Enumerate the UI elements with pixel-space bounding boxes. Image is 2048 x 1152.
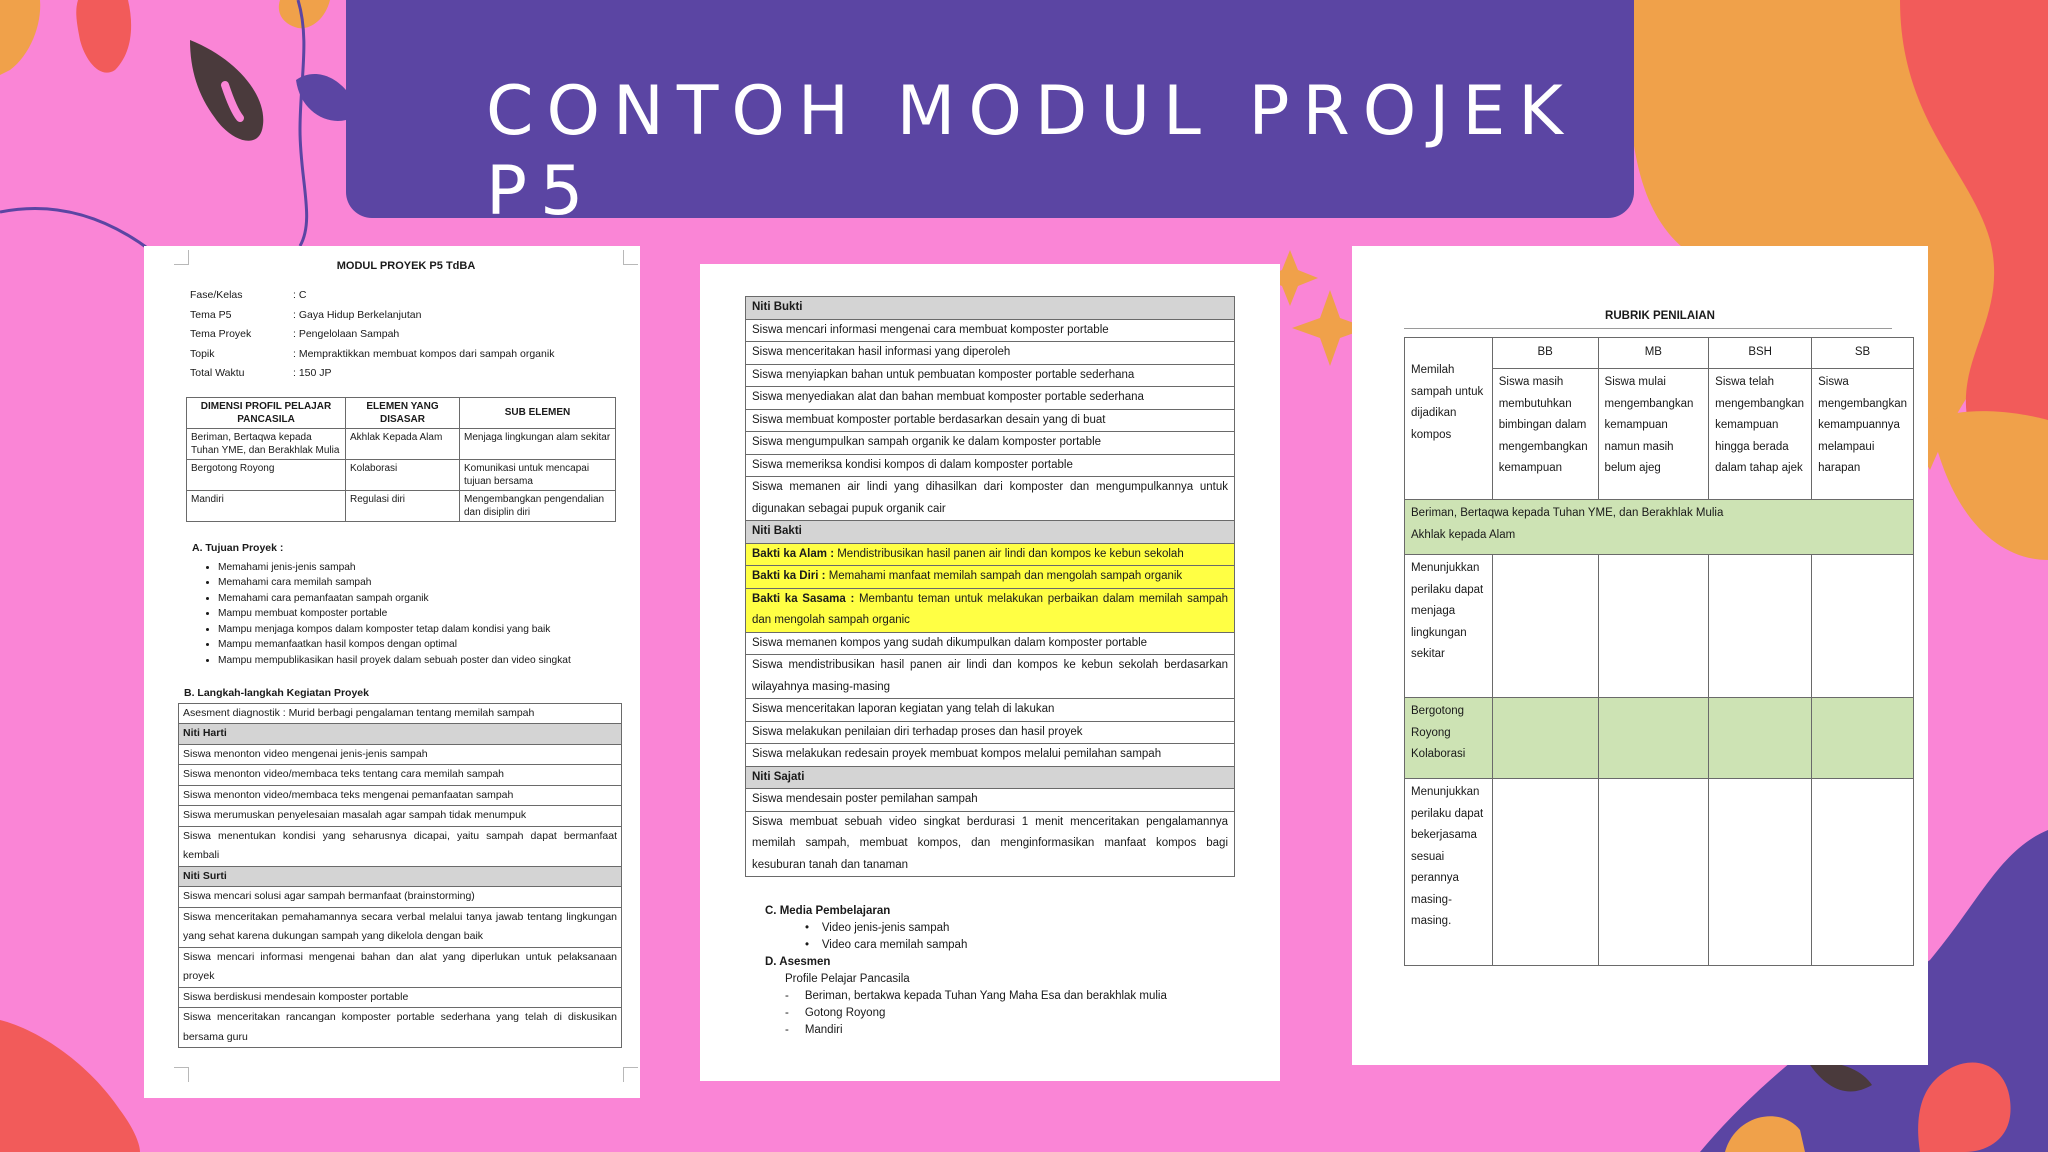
table-row xyxy=(746,588,1235,632)
highlighted-cell xyxy=(746,566,1235,589)
table-cell: Siswa menceritakan hasil informasi yang diperoleh xyxy=(746,342,1235,365)
table-row xyxy=(179,947,622,987)
table-row xyxy=(187,428,616,459)
table-cell: Siswa mengumpulkan sampah organik ke dalam komposter portable xyxy=(746,432,1235,455)
table-row xyxy=(179,907,622,947)
table-cell: Niti Harti xyxy=(179,724,622,745)
table-row xyxy=(746,409,1235,432)
rubric-header: MB xyxy=(1598,338,1709,369)
table-row xyxy=(746,477,1235,521)
rubric-page xyxy=(1352,246,1928,1065)
table-row xyxy=(746,721,1235,744)
table-row xyxy=(179,887,622,908)
table-row xyxy=(746,297,1235,320)
table-row xyxy=(746,766,1235,789)
cell-text: Mendistribusikan hasil panen air lindi dan kompos ke kebun sekolah xyxy=(834,547,1184,560)
table-cell: Menjaga lingkungan alam sekitar xyxy=(460,428,616,459)
table-cell: Siswa menonton video mengenai jenis-jenis sampah xyxy=(179,744,622,765)
table-cell: Siswa merumuskan penyelesaian masalah agar sampah tidak menumpuk xyxy=(179,806,622,827)
meta-value: : Gaya Hidup Berkelanjutan xyxy=(293,308,422,321)
list-item: • Memahami cara pemanfaatan sampah organik xyxy=(218,591,628,607)
rubric-cell xyxy=(1812,698,1914,779)
page-title: CONTOH MODUL PROJEK P5 xyxy=(486,72,1576,231)
rubric-table xyxy=(1404,337,1914,966)
table-header: ELEMEN YANG DISASAR xyxy=(346,397,460,428)
rubric-cell xyxy=(1492,555,1598,698)
meta-label: Tema Proyek xyxy=(190,328,252,340)
meta-value: : C xyxy=(293,289,307,301)
rubric-cell: Siswa telah mengembangkan kemampuan hingga berada dalam tahap ajek xyxy=(1709,369,1812,500)
crop-mark xyxy=(623,250,638,265)
table-row xyxy=(179,785,622,806)
list-item: - Mandiri xyxy=(785,1024,843,1036)
table-row xyxy=(1405,555,1914,698)
table-cell: Niti Bakti xyxy=(746,521,1235,544)
table-cell: Siswa memanen air lindi yang dihasilkan dari komposter dan mengumpulkannya untuk digunakan sebagai pupuk organik cair xyxy=(746,477,1235,521)
dimension-table xyxy=(186,397,616,522)
rubric-header: BB xyxy=(1492,338,1598,369)
table-row xyxy=(1405,698,1914,779)
table-cell: Asesment diagnostik : Murid berbagi pengalaman tentang memilah sampah xyxy=(179,703,622,724)
table-cell: Niti Bukti xyxy=(746,297,1235,320)
table-cell: Siswa menentukan kondisi yang seharusnya dicapai, yaitu sampah dapat bermanfaat kembali xyxy=(179,826,622,866)
highlighted-cell xyxy=(746,588,1235,632)
table-row xyxy=(179,826,622,866)
table-row xyxy=(179,806,622,827)
table-cell: Mandiri xyxy=(187,490,346,521)
table-row xyxy=(179,765,622,786)
table-row xyxy=(1405,779,1914,966)
dimension-band xyxy=(1405,500,1914,555)
table-row xyxy=(179,1008,622,1048)
media-section xyxy=(765,903,1280,1039)
table-row xyxy=(746,319,1235,342)
table-row xyxy=(179,724,622,745)
list-item: • Mampu membuat komposter portable xyxy=(218,606,628,622)
table-row xyxy=(746,454,1235,477)
table-cell: Siswa melakukan redesain proyek membuat kompos melalui pemilahan sampah xyxy=(746,744,1235,767)
module-meta xyxy=(190,286,628,384)
rubric-cell xyxy=(1598,698,1709,779)
table-cell: Siswa menonton video/membaca teks mengenai pemanfaatan sampah xyxy=(179,785,622,806)
list-item: • Mampu memanfaatkan hasil kompos dengan optimal xyxy=(218,637,628,653)
table-cell: Siswa mencari informasi mengenai cara membuat komposter portable xyxy=(746,319,1235,342)
table-cell: Siswa menonton video/membaca teks tentang cara memilah sampah xyxy=(179,765,622,786)
table-row xyxy=(746,432,1235,455)
highlighted-cell xyxy=(746,543,1235,566)
table-row xyxy=(179,866,622,887)
meta-label: Tema P5 xyxy=(190,308,232,321)
module-page-1 xyxy=(144,246,640,1098)
table-row xyxy=(179,987,622,1008)
orange-petal-top-left xyxy=(0,0,40,75)
table-row xyxy=(746,699,1235,722)
table-cell: Siswa membuat komposter portable berdasarkan desain yang di buat xyxy=(746,409,1235,432)
table-cell: Niti Surti xyxy=(179,866,622,887)
meta-label: Total Waktu xyxy=(190,367,245,379)
table-row xyxy=(746,364,1235,387)
section-heading: B. Langkah-langkah Kegiatan Proyek xyxy=(184,686,369,699)
table-cell: Siswa menyiapkan bahan untuk pembuatan komposter portable sederhana xyxy=(746,364,1235,387)
band-line: Akhlak kepada Alam xyxy=(1411,528,1516,541)
crop-mark xyxy=(174,1067,189,1082)
purple-leaf xyxy=(296,74,346,121)
table-row xyxy=(179,744,622,765)
rubric-cell: Siswa masih membutuhkan bimbingan dalam mengembangkan kemampuan xyxy=(1492,369,1598,500)
table-cell: Kolaborasi xyxy=(346,459,460,490)
list-item: • Memahami cara memilah sampah xyxy=(218,575,628,591)
rubric-criterion: Menunjukkan perilaku dapat menjaga lingkungan sekitar xyxy=(1405,555,1493,698)
meta-value: : Mempraktikkan membuat kompos dari sampah organik xyxy=(293,347,555,360)
table-cell: Siswa mencari informasi mengenai bahan dan alat yang diperlukan untuk pelaksanaan proyek xyxy=(179,947,622,987)
meta-label: Topik xyxy=(190,347,215,360)
table-cell: Beriman, Bertaqwa kepada Tuhan YME, dan Berakhlak Mulia xyxy=(187,428,346,459)
rubric-cell xyxy=(1598,555,1709,698)
band-line: Beriman, Bertaqwa kepada Tuhan YME, dan Berakhlak Mulia xyxy=(1411,507,1724,519)
list-item-text: Video jenis-jenis sampah xyxy=(821,922,950,934)
red-petal-top-left xyxy=(76,0,131,73)
divider xyxy=(1404,328,1892,329)
table-cell: Akhlak Kepada Alam xyxy=(346,428,460,459)
rubric-cell xyxy=(1598,779,1709,966)
list-item-text: Video cara memilah sampah xyxy=(821,939,968,951)
table-cell: Siswa mendesain poster pemilahan sampah xyxy=(746,789,1235,812)
list-item: - Gotong Royong xyxy=(785,1007,886,1019)
list-item: - Beriman, bertakwa kepada Tuhan Yang Maha Esa dan berakhlak mulia xyxy=(785,990,1167,1002)
table-header: SUB ELEMEN xyxy=(460,397,616,428)
red-blob-bottom-left xyxy=(0,1020,140,1152)
rubric-cell xyxy=(1709,779,1812,966)
table-cell: Siswa berdiskusi mendesain komposter portable xyxy=(179,987,622,1008)
table-row xyxy=(746,811,1235,877)
table-cell: Regulasi diri xyxy=(346,490,460,521)
table-row xyxy=(1405,338,1914,369)
table-row xyxy=(1405,500,1914,555)
table-cell: Niti Sajati xyxy=(746,766,1235,789)
asesmen-intro: Profile Pelajar Pancasila xyxy=(785,973,910,985)
orange-spot-top xyxy=(279,0,330,28)
list-item: • Video jenis-jenis sampah xyxy=(805,922,950,934)
table-cell: Siswa menyediakan alat dan bahan membuat komposter portable sederhana xyxy=(746,387,1235,410)
table-cell: Siswa menceritakan pemahamannya secara verbal melalui tanya jawab tentang lingkungan yang sehat karena dukungan sampah yang dikelola dengan baik xyxy=(179,907,622,947)
section-heading: D. Asesmen xyxy=(765,956,831,968)
orange-blob-mid-right xyxy=(1930,411,2048,560)
rubric-cell xyxy=(1812,779,1914,966)
goal-list xyxy=(184,560,628,669)
table-row xyxy=(746,789,1235,812)
rubric-cell: Siswa mengembangkan kemampuannya melampaui harapan xyxy=(1812,369,1914,500)
table-row xyxy=(746,387,1235,410)
table-row xyxy=(746,632,1235,655)
rubric-title: RUBRIK PENILAIAN xyxy=(1605,310,1715,322)
table-row xyxy=(746,655,1235,699)
steps-table-continued xyxy=(745,296,1235,877)
rubric-header: BSH xyxy=(1709,338,1812,369)
table-cell: Siswa mendistribusikan hasil panen air lindi dan kompos ke kebun sekolah berdasarkan wilayahnya masing-masing xyxy=(746,655,1235,699)
rubric-criterion: Menunjukkan perilaku dapat bekerjasama sesuai perannya masing-masing. xyxy=(1405,779,1493,966)
list-item-text: Gotong Royong xyxy=(804,1007,886,1019)
meta-value: : 150 JP xyxy=(293,367,332,379)
table-row xyxy=(746,566,1235,589)
module-title: MODUL PROYEK P5 TdBA xyxy=(336,260,476,272)
list-item-text: Mandiri xyxy=(804,1024,843,1036)
rubric-cell: Siswa mulai mengembangkan kemampuan namun masih belum ajeg xyxy=(1598,369,1709,500)
cell-lead: Bakti ka Alam : xyxy=(752,547,835,560)
table-cell: Komunikasi untuk mencapai tujuan bersama xyxy=(460,459,616,490)
table-cell: Mengembangkan pengendalian dan disiplin diri xyxy=(460,490,616,521)
meta-value: : Pengelolaan Sampah xyxy=(293,328,400,340)
crop-mark xyxy=(174,250,189,265)
table-cell: Siswa melakukan penilaian diri terhadap proses dan hasil proyek xyxy=(746,721,1235,744)
section-heading: A. Tujuan Proyek : xyxy=(192,541,284,554)
table-cell: Bergotong Royong xyxy=(187,459,346,490)
list-item: • Memahami jenis-jenis sampah xyxy=(218,560,628,576)
table-row xyxy=(179,703,622,724)
rubric-cell xyxy=(1492,779,1598,966)
table-row xyxy=(187,459,616,490)
rubric-cell xyxy=(1492,698,1598,779)
list-item: • Mampu mempublikasikan hasil proyek dalam sebuah poster dan video singkat xyxy=(218,653,628,669)
cell-text: Membantu teman untuk melakukan perbaikan dalam memilah sampah dan mengolah sampah organic xyxy=(752,592,1228,626)
table-cell: Siswa mencari solusi agar sampah bermanfaat (brainstorming) xyxy=(179,887,622,908)
table-row xyxy=(746,543,1235,566)
rubric-criterion: Memilah sampah untuk dijadikan kompos xyxy=(1405,338,1493,500)
list-item: • Mampu menjaga kompos dalam komposter tetap dalam kondisi yang baik xyxy=(218,622,628,638)
table-cell: Siswa menceritakan laporan kegiatan yang telah di lakukan xyxy=(746,699,1235,722)
steps-table xyxy=(178,703,622,1049)
rubric-cell xyxy=(1709,555,1812,698)
table-cell: Siswa memanen kompos yang sudah dikumpulkan dalam komposter portable xyxy=(746,632,1235,655)
table-cell: Siswa menceritakan rancangan komposter portable sederhana yang telah di diskusikan bersama guru xyxy=(179,1008,622,1048)
rubric-cell xyxy=(1709,698,1812,779)
table-header: DIMENSI PROFIL PELAJAR PANCASILA xyxy=(187,397,346,428)
table-cell: Siswa memeriksa kondisi kompos di dalam komposter portable xyxy=(746,454,1235,477)
cell-lead: Bakti ka Sasama : xyxy=(752,592,855,605)
cell-text: Memahami manfaat memilah sampah dan mengolah sampah organik xyxy=(825,570,1183,582)
list-item-text: Beriman, bertakwa kepada Tuhan Yang Maha Esa dan berakhlak mulia xyxy=(804,990,1167,1002)
list-item: • Video cara memilah sampah xyxy=(805,939,968,951)
rubric-cell xyxy=(1812,555,1914,698)
table-row xyxy=(746,342,1235,365)
dimension-band-label: Bergotong Royong Kolaborasi xyxy=(1405,698,1493,779)
table-row xyxy=(746,521,1235,544)
rubric-header: SB xyxy=(1812,338,1914,369)
module-page-2 xyxy=(700,264,1280,1081)
section-heading: C. Media Pembelajaran xyxy=(765,905,891,917)
table-row xyxy=(187,490,616,521)
cell-lead: Bakti ka Diri : xyxy=(752,570,826,582)
table-row xyxy=(746,744,1235,767)
crop-mark xyxy=(623,1067,638,1082)
table-cell: Siswa membuat sebuah video singkat berdurasi 1 menit menceritakan pengalamannya memilah sampah, membuat kompos, dan menginformasikan manfaat kompos bagi kesuburan tanah dan tanaman xyxy=(746,811,1235,877)
meta-label: Fase/Kelas xyxy=(190,289,243,301)
